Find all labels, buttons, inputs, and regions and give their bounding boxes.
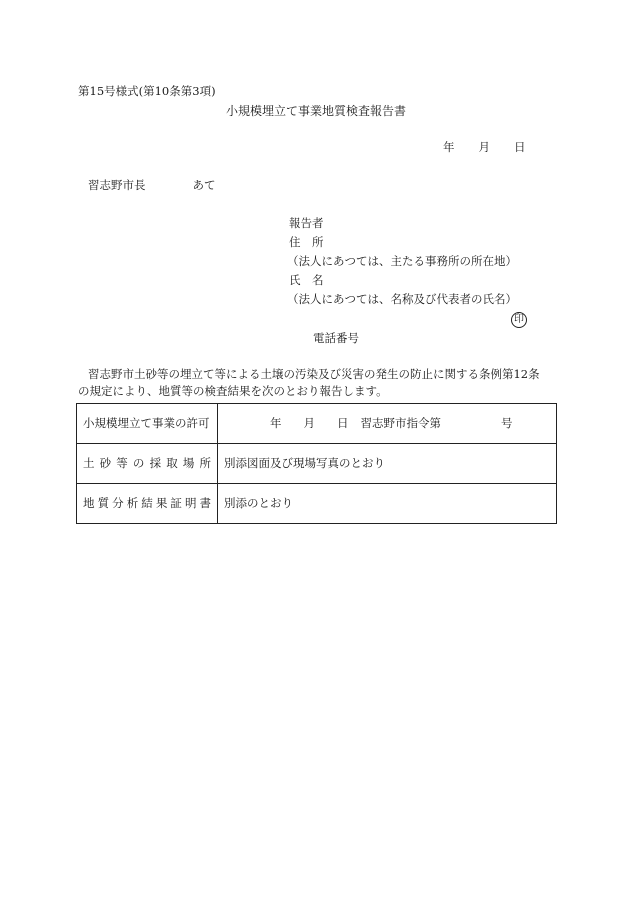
site-label	[77, 444, 218, 484]
site-value: 別添図面及び現場写真のとおり	[218, 444, 557, 484]
site-label-char: 砂	[99, 455, 112, 470]
permit-day-label: 日	[337, 415, 349, 430]
reporter-address-note: （法人にあつては、主たる事務所の所在地）	[287, 254, 517, 268]
date-year-label: 年	[443, 140, 455, 154]
reporter-name-note: （法人にあつては、名称及び代表者の氏名）	[287, 292, 517, 306]
certificate-label-char: 証	[170, 495, 182, 510]
report-statement	[78, 366, 568, 400]
certificate-label-char: 明	[184, 495, 197, 510]
reporter-address-label: 住 所	[289, 235, 324, 249]
table-row-certificate	[77, 484, 557, 524]
table-row-permit	[77, 404, 557, 444]
permit-month-label: 月	[303, 415, 315, 430]
permit-year-label: 年	[270, 415, 282, 430]
site-label-char: 等	[116, 455, 128, 470]
phone-label: 電話番号	[313, 331, 359, 345]
certificate-label-char: 結	[141, 495, 153, 510]
certificate-label-char: 析	[126, 495, 139, 510]
site-label-char: の	[132, 455, 145, 470]
reporter-heading: 報告者	[289, 216, 324, 230]
site-label-char: 所	[199, 455, 211, 470]
addressee-name: 習志野市長	[88, 178, 146, 192]
statement-line-2: の規定により、地質等の検査結果を次のとおり報告します。	[78, 384, 388, 398]
certificate-label-char: 果	[155, 495, 168, 510]
site-label-char: 採	[149, 455, 162, 470]
report-date	[443, 142, 526, 154]
date-day-label: 日	[514, 140, 526, 154]
site-label-char: 場	[182, 455, 195, 470]
reporter-name-label: 氏 名	[289, 273, 324, 287]
site-label-char: 土	[83, 455, 95, 470]
certificate-value: 別添のとおり	[218, 484, 557, 524]
table-row-site	[77, 444, 557, 484]
permit-label: 小規模埋立て事業の許可	[77, 404, 218, 444]
certificate-label-char: 地	[83, 495, 95, 510]
form-number: 第15号様式(第10条第3項)	[78, 84, 216, 98]
permit-office-text: 習志野市指令第	[360, 415, 441, 430]
permit-value	[218, 404, 557, 444]
report-table	[76, 403, 557, 524]
permit-number-label: 号	[501, 415, 513, 430]
certificate-label-char: 分	[112, 495, 124, 510]
addressee-suffix: あて	[192, 178, 216, 192]
date-month-label: 月	[478, 140, 490, 154]
certificate-label-char: 書	[199, 495, 211, 510]
certificate-label-char: 質	[97, 495, 110, 510]
certificate-label	[77, 484, 218, 524]
statement-line-1: 習志野市土砂等の埋立て等による土壌の汚染及び災害の発生の防止に関する条例第12条	[88, 367, 540, 381]
addressee	[88, 180, 216, 192]
site-label-char: 取	[166, 455, 178, 470]
seal-mark: 印	[511, 312, 527, 328]
document-title: 小規模埋立て事業地質検査報告書	[226, 104, 407, 118]
